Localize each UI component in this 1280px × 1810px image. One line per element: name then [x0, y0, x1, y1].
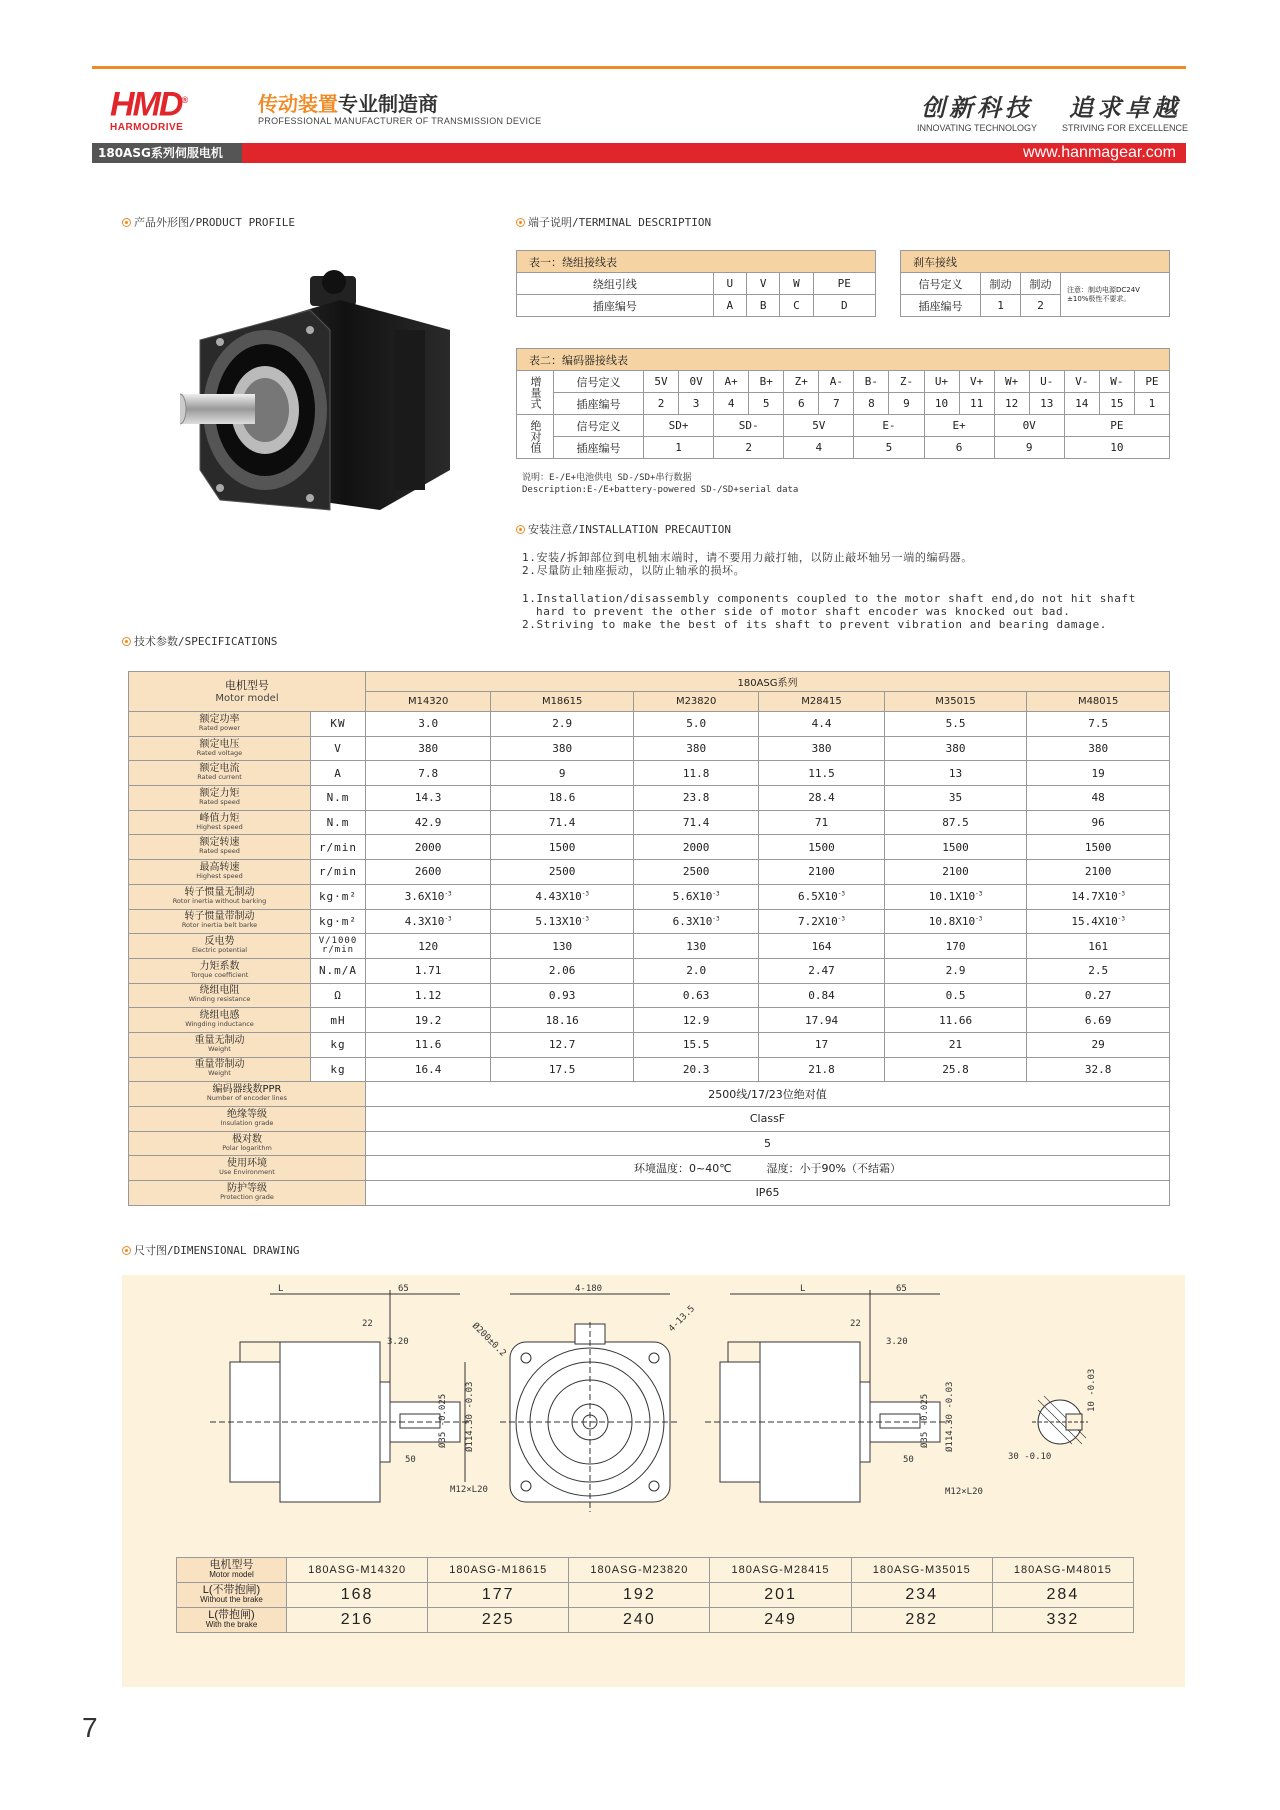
- spec-row: [129, 786, 1170, 811]
- spec-value: $6.5X10^{-3}$: [759, 884, 884, 909]
- spec-unit: V: [311, 736, 366, 761]
- dim-label: 30 -0.10: [1008, 1452, 1052, 1462]
- shaft-key-section: [1008, 1369, 1097, 1462]
- spec-model-header: 电机型号 Motor model: [129, 672, 366, 712]
- spec-row-label: 最高转速 Highest speed: [129, 860, 311, 885]
- spec-row-label: 重量无制动 Weight: [129, 1032, 311, 1057]
- spec-value: 15.5: [633, 1032, 758, 1057]
- dim-value: 234: [851, 1583, 992, 1608]
- spec-value: 12.7: [491, 1032, 634, 1057]
- dim-label: Ø114.30 -0.03: [945, 1381, 955, 1452]
- spec-span-value: 5: [366, 1131, 1170, 1156]
- tagline-en: PROFESSIONAL MANUFACTURER OF TRANSMISSION DEVICE: [258, 116, 542, 126]
- spec-unit: A: [311, 761, 366, 786]
- spec-value: 96: [1027, 810, 1170, 835]
- dim-label: M12×L20: [450, 1485, 488, 1495]
- spec-row: [129, 958, 1170, 983]
- table-cell: SD+: [644, 415, 714, 437]
- table-cell: 信号定义: [901, 273, 981, 295]
- spec-value: 1.12: [366, 983, 491, 1008]
- spec-value: $3.6X10^{-3}$: [366, 884, 491, 909]
- spec-value: 380: [759, 736, 884, 761]
- spec-unit: KW: [311, 712, 366, 737]
- dim-label: 4-180: [575, 1284, 603, 1294]
- spec-value: 380: [884, 736, 1027, 761]
- spec-row: [129, 1032, 1170, 1057]
- spec-row: [129, 860, 1170, 885]
- table-cell: Z-: [889, 371, 924, 393]
- spec-value: 4.4: [759, 712, 884, 737]
- dim-label: L: [800, 1284, 806, 1294]
- spec-row: [129, 761, 1170, 786]
- spec-unit: kg: [311, 1057, 366, 1082]
- spec-value: $5.13X10^{-3}$: [491, 909, 634, 934]
- spec-row-label: 绕组电阻 Winding resistance: [129, 983, 311, 1008]
- spec-unit: kg·m²: [311, 884, 366, 909]
- spec-value: 14.3: [366, 786, 491, 811]
- spec-span-row: [129, 1107, 1170, 1132]
- spec-row-label: 绝缘等级 Insulation grade: [129, 1107, 366, 1132]
- spec-value: $6.3X10^{-3}$: [633, 909, 758, 934]
- table-cell: 插座编号: [517, 295, 714, 317]
- table-cell: PE: [813, 273, 875, 295]
- spec-value: 380: [633, 736, 758, 761]
- dim-model: 180ASG-M48015: [992, 1558, 1133, 1583]
- dim-value: 177: [428, 1583, 569, 1608]
- spec-value: 18.6: [491, 786, 634, 811]
- spec-row-label: 转子惯量无制动 Rotor inertia without barking: [129, 884, 311, 909]
- spec-unit: r/min: [311, 835, 366, 860]
- spec-value: 20.3: [633, 1057, 758, 1082]
- table-cell: B-: [854, 371, 889, 393]
- spec-row: [129, 934, 1170, 959]
- spec-value: 2.9: [884, 958, 1027, 983]
- precaution-cn: 1.安装/拆卸部位到电机轴末端时，请不要用力敲打轴，以防止敲坏轴另一端的编码器。 2.尽量防止轴座振动，以防止轴承的损坏。: [522, 551, 973, 577]
- side-view-without-brake: [705, 1284, 983, 1502]
- dim-value: 216: [287, 1608, 428, 1633]
- table-cell: U-: [1029, 371, 1064, 393]
- spec-row-label: 绕组电感 Wingding inductance: [129, 1008, 311, 1033]
- spec-value: 0.84: [759, 983, 884, 1008]
- dim-model: 180ASG-M35015: [851, 1558, 992, 1583]
- spec-value: 130: [491, 934, 634, 959]
- table-cell: PE: [1064, 415, 1169, 437]
- dim-value: 284: [992, 1583, 1133, 1608]
- table-cell: 4: [714, 393, 749, 415]
- spec-span-row: [129, 1082, 1170, 1107]
- spec-unit: mH: [311, 1008, 366, 1033]
- spec-row-label: 额定转速 Rated speed: [129, 835, 311, 860]
- spec-unit: kg: [311, 1032, 366, 1057]
- table-cell: A: [713, 295, 746, 317]
- spec-value: 9: [491, 761, 634, 786]
- dim-value: 282: [851, 1608, 992, 1633]
- harmodrive-logo: HMD® HARMODRIVE: [110, 85, 187, 134]
- spec-value: 2.06: [491, 958, 634, 983]
- table-cell: 10: [1064, 437, 1169, 459]
- spec-row-label: 使用环境 Use Environment: [129, 1156, 366, 1181]
- table-cell: V: [746, 273, 779, 295]
- table-cell: U+: [924, 371, 959, 393]
- table-cell: W+: [994, 371, 1029, 393]
- table-cell: 11: [959, 393, 994, 415]
- spec-row-label: 峰值力矩 Highest speed: [129, 810, 311, 835]
- table-cell: A+: [714, 371, 749, 393]
- spec-value: 87.5: [884, 810, 1027, 835]
- dim-row-label: L(不带抱闸) Without the brake: [177, 1583, 287, 1608]
- dim-label: 65: [896, 1284, 907, 1294]
- spec-row-label: 额定电流 Rated current: [129, 761, 311, 786]
- table2-title: 表二：编码器接线表: [517, 349, 1170, 371]
- table-winding-wiring: [516, 250, 876, 317]
- spec-value: 1500: [1027, 835, 1170, 860]
- dim-value: 332: [992, 1608, 1133, 1633]
- table-cell: 13: [1029, 393, 1064, 415]
- spec-value: 2.0: [633, 958, 758, 983]
- spec-value: 17: [759, 1032, 884, 1057]
- table-brake-wiring: [900, 250, 1170, 317]
- table-cell: 14: [1064, 393, 1099, 415]
- spec-value: 2000: [633, 835, 758, 860]
- spec-value: 0.27: [1027, 983, 1170, 1008]
- brake-note: 注意：制动电源DC24V ±10%极性不要求。: [1061, 273, 1170, 317]
- spec-value: 18.16: [491, 1008, 634, 1033]
- table-encoder-wiring: [516, 348, 1170, 459]
- table1-title: 表一：绕组接线表: [517, 251, 876, 273]
- spec-row-label: 编码器线数PPR Number of encoder lines: [129, 1082, 366, 1107]
- spec-value: 1500: [759, 835, 884, 860]
- spec-value: 120: [366, 934, 491, 959]
- spec-value: $15.4X10^{-3}$: [1027, 909, 1170, 934]
- dim-model: 180ASG-M18615: [428, 1558, 569, 1583]
- spec-value: $5.6X10^{-3}$: [633, 884, 758, 909]
- table-cell: 0V: [679, 371, 714, 393]
- table-cell: 2: [1021, 295, 1061, 317]
- spec-value: 161: [1027, 934, 1170, 959]
- section-specifications: 技术参数/SPECIFICATIONS: [122, 633, 277, 649]
- table-cell: 插座编号: [554, 437, 644, 459]
- absolute-label: 绝对值: [517, 415, 554, 459]
- dim-value: 240: [569, 1608, 710, 1633]
- spec-value: 1500: [884, 835, 1027, 860]
- spec-unit: V/1000 r/min: [311, 934, 366, 959]
- spec-value: $7.2X10^{-3}$: [759, 909, 884, 934]
- section-product-profile: 产品外形图/PRODUCT PROFILE: [122, 214, 295, 230]
- table-cell: 3: [679, 393, 714, 415]
- spec-span-value: 环境温度：0~40℃ 湿度：小于90%（不结霜）: [366, 1156, 1170, 1181]
- spec-row-label: 额定力矩 Rated speed: [129, 786, 311, 811]
- spec-value: 21.8: [759, 1057, 884, 1082]
- dim-label: 4-13.5: [667, 1304, 698, 1335]
- table-cell: 4: [784, 437, 854, 459]
- brake-title: 刹车接线: [901, 251, 1170, 273]
- table-cell: 绕组引线: [517, 273, 714, 295]
- table-cell: 6: [924, 437, 994, 459]
- spec-span-value: ClassF: [366, 1107, 1170, 1132]
- header-bar: [92, 143, 1186, 163]
- spec-value: 5.0: [633, 712, 758, 737]
- table-cell: W: [780, 273, 813, 295]
- spec-value: $14.7X10^{-3}$: [1027, 884, 1170, 909]
- spec-row: [129, 884, 1170, 909]
- spec-value: 25.8: [884, 1057, 1027, 1082]
- spec-value: 6.69: [1027, 1008, 1170, 1033]
- spec-value: 16.4: [366, 1057, 491, 1082]
- table-specifications: [128, 671, 1170, 1206]
- table-cell: U: [713, 273, 746, 295]
- spec-value: 2100: [759, 860, 884, 885]
- table-cell: Z+: [784, 371, 819, 393]
- table-cell: 5V: [784, 415, 854, 437]
- spec-value: $4.43X10^{-3}$: [491, 884, 634, 909]
- spec-value: 17.5: [491, 1057, 634, 1082]
- table-cell: V-: [1064, 371, 1099, 393]
- dim-label: Ø35 -0.025: [920, 1393, 930, 1448]
- table-cell: 0V: [994, 415, 1064, 437]
- spec-row-label: 防护等级 Protection grade: [129, 1181, 366, 1206]
- website-url: www.hanmagear.com: [1023, 144, 1176, 161]
- spec-span-row: [129, 1181, 1170, 1206]
- table-cell: 信号定义: [554, 371, 644, 393]
- spec-value: 380: [366, 736, 491, 761]
- spec-row-label: 额定电压 Rated voltage: [129, 736, 311, 761]
- dim-model: 180ASG-M23820: [569, 1558, 710, 1583]
- spec-value: 71: [759, 810, 884, 835]
- slogan-striving: 追求卓越 STRIVING FOR EXCELLENCE: [1061, 93, 1189, 133]
- table-cell: 插座编号: [554, 393, 644, 415]
- spec-row: [129, 909, 1170, 934]
- spec-value: 7.5: [1027, 712, 1170, 737]
- spec-value: 2000: [366, 835, 491, 860]
- front-view: [470, 1284, 697, 1512]
- dim-label: Ø200±0.2: [469, 1321, 508, 1359]
- spec-model-col: M14320: [366, 692, 491, 712]
- table-dimensions: [176, 1557, 1134, 1633]
- dim-label: Ø35 -0.025: [438, 1393, 448, 1448]
- dim-value: 201: [710, 1583, 851, 1608]
- table-cell: 1: [644, 437, 714, 459]
- dim-label: L: [278, 1284, 284, 1294]
- spec-value: 11.8: [633, 761, 758, 786]
- dim-label: M12×L20: [945, 1487, 983, 1497]
- spec-row-label: 额定功率 Rated power: [129, 712, 311, 737]
- spec-value: 2.5: [1027, 958, 1170, 983]
- spec-row-label: 反电势 Electric potential: [129, 934, 311, 959]
- spec-unit: N.m/A: [311, 958, 366, 983]
- spec-value: 2100: [1027, 860, 1170, 885]
- spec-value: 1500: [491, 835, 634, 860]
- spec-unit: N.m: [311, 786, 366, 811]
- spec-row-label: 极对数 Polar logarithm: [129, 1131, 366, 1156]
- spec-value: 130: [633, 934, 758, 959]
- dim-value: 249: [710, 1608, 851, 1633]
- dim-model-header: 电机型号 Motor model: [177, 1558, 287, 1583]
- dim-label: 65: [398, 1284, 409, 1294]
- spec-value: 380: [491, 736, 634, 761]
- header-rule: [92, 66, 1186, 69]
- table-cell: 5: [749, 393, 784, 415]
- spec-unit: kg·m²: [311, 909, 366, 934]
- section-installation-precaution: 安装注意/INSTALLATION PRECAUTION: [516, 521, 731, 537]
- spec-value: $10.8X10^{-3}$: [884, 909, 1027, 934]
- spec-value: 23.8: [633, 786, 758, 811]
- table-cell: 制动: [981, 273, 1021, 295]
- table-cell: 2: [644, 393, 679, 415]
- spec-series-header: 180ASG系列: [366, 672, 1170, 692]
- spec-value: 7.8: [366, 761, 491, 786]
- precaution-en: 1.Installation/disassembly components coupled to the motor shaft end,do not hit shaft hard to prevent the other side of motor shaft encoder was knocked out bad. 2.Striving to make the best of its shaft to prevent vibration and bearing damage.: [522, 592, 1136, 631]
- table-cell: 7: [819, 393, 854, 415]
- dim-label: 22: [362, 1319, 373, 1329]
- spec-value: 170: [884, 934, 1027, 959]
- spec-row: [129, 1008, 1170, 1033]
- spec-value: $4.3X10^{-3}$: [366, 909, 491, 934]
- spec-model-col: M48015: [1027, 692, 1170, 712]
- spec-span-value: 2500线/17/23位绝对值: [366, 1082, 1170, 1107]
- spec-span-row: [129, 1156, 1170, 1181]
- table-cell: 插座编号: [901, 295, 981, 317]
- spec-value: 21: [884, 1032, 1027, 1057]
- spec-value: 11.6: [366, 1032, 491, 1057]
- table-cell: 2: [714, 437, 784, 459]
- series-label: 180ASG系列伺服电机: [92, 143, 242, 163]
- spec-row: [129, 983, 1170, 1008]
- section-terminal-description: 端子说明/TERMINAL DESCRIPTION: [516, 214, 711, 230]
- spec-value: 13: [884, 761, 1027, 786]
- spec-value: 19.2: [366, 1008, 491, 1033]
- spec-value: 0.63: [633, 983, 758, 1008]
- dim-label: 50: [903, 1455, 914, 1465]
- section-dimensional-drawing: 尺寸图/DIMENSIONAL DRAWING: [122, 1242, 299, 1258]
- spec-value: 71.4: [491, 810, 634, 835]
- spec-value: 28.4: [759, 786, 884, 811]
- spec-value: 32.8: [1027, 1057, 1170, 1082]
- spec-row: [129, 1057, 1170, 1082]
- table-cell: 1: [1134, 393, 1169, 415]
- dim-model: 180ASG-M14320: [287, 1558, 428, 1583]
- table-cell: C: [780, 295, 813, 317]
- spec-value: 1.71: [366, 958, 491, 983]
- spec-value: 35: [884, 786, 1027, 811]
- table-cell: 5: [854, 437, 924, 459]
- table-cell: 9: [994, 437, 1064, 459]
- incremental-label: 增量式: [517, 371, 554, 415]
- spec-value: $10.1X10^{-3}$: [884, 884, 1027, 909]
- dim-label: 3.20: [387, 1337, 409, 1347]
- spec-row-label: 转子惯量带制动 Rotor inertia belt barke: [129, 909, 311, 934]
- table-cell: 15: [1099, 393, 1134, 415]
- table-cell: D: [813, 295, 875, 317]
- spec-value: 42.9: [366, 810, 491, 835]
- table-cell: 1: [981, 295, 1021, 317]
- dim-model: 180ASG-M28415: [710, 1558, 851, 1583]
- table-cell: 10: [924, 393, 959, 415]
- spec-unit: Ω: [311, 983, 366, 1008]
- side-view-with-brake: [210, 1284, 488, 1502]
- dim-value: 168: [287, 1583, 428, 1608]
- dim-value: 225: [428, 1608, 569, 1633]
- spec-row: [129, 810, 1170, 835]
- spec-row: [129, 712, 1170, 737]
- spec-value: 48: [1027, 786, 1170, 811]
- motor-photo: [180, 270, 470, 540]
- dim-label: 50: [405, 1455, 416, 1465]
- spec-value: 2500: [633, 860, 758, 885]
- table-cell: E+: [924, 415, 994, 437]
- dimensional-drawings: [200, 1282, 1200, 1512]
- spec-value: 12.9: [633, 1008, 758, 1033]
- spec-span-row: [129, 1131, 1170, 1156]
- dim-label: Ø114.30 -0.03: [465, 1381, 475, 1452]
- spec-row: [129, 736, 1170, 761]
- table-cell: 6: [784, 393, 819, 415]
- spec-value: 11.5: [759, 761, 884, 786]
- table-cell: V+: [959, 371, 994, 393]
- spec-model-col: M28415: [759, 692, 884, 712]
- spec-unit: N.m: [311, 810, 366, 835]
- spec-value: 19: [1027, 761, 1170, 786]
- table-cell: SD-: [714, 415, 784, 437]
- spec-row-label: 力矩系数 Torque coefficient: [129, 958, 311, 983]
- tagline-cn: 传动装置专业制造商: [258, 92, 438, 116]
- page-number: 7: [82, 1712, 98, 1743]
- spec-value: 0.5: [884, 983, 1027, 1008]
- dim-label: 3.20: [886, 1337, 908, 1347]
- spec-value: 71.4: [633, 810, 758, 835]
- spec-value: 2600: [366, 860, 491, 885]
- spec-value: 11.66: [884, 1008, 1027, 1033]
- spec-value: 2.9: [491, 712, 634, 737]
- table-cell: 信号定义: [554, 415, 644, 437]
- table-cell: 5V: [644, 371, 679, 393]
- spec-row-label: 重量带制动 Weight: [129, 1057, 311, 1082]
- spec-unit: r/min: [311, 860, 366, 885]
- spec-value: 2500: [491, 860, 634, 885]
- spec-value: 0.93: [491, 983, 634, 1008]
- dim-label: 10 -0.03: [1087, 1368, 1097, 1412]
- table-cell: W-: [1099, 371, 1134, 393]
- slogan-innovating: 创新科技 INNOVATING TECHNOLOGY: [916, 93, 1037, 133]
- spec-value: 5.5: [884, 712, 1027, 737]
- spec-span-value: IP65: [366, 1181, 1170, 1206]
- table-cell: 9: [889, 393, 924, 415]
- table-cell: PE: [1134, 371, 1169, 393]
- spec-value: 29: [1027, 1032, 1170, 1057]
- spec-value: 2.47: [759, 958, 884, 983]
- dim-label: 22: [850, 1319, 861, 1329]
- spec-row: [129, 835, 1170, 860]
- dim-row-label: L(带抱闸) With the brake: [177, 1608, 287, 1633]
- spec-model-col: M23820: [633, 692, 758, 712]
- spec-model-col: M18615: [491, 692, 634, 712]
- table-cell: A-: [819, 371, 854, 393]
- spec-value: 380: [1027, 736, 1170, 761]
- table-cell: 制动: [1021, 273, 1061, 295]
- spec-value: 17.94: [759, 1008, 884, 1033]
- table-cell: B: [746, 295, 779, 317]
- encoder-note: 说明：E-/E+电池供电 SD-/SD+串行数据 Description:E-/E+battery-powered SD-/SD+serial data: [522, 473, 799, 495]
- spec-model-col: M35015: [884, 692, 1027, 712]
- table-cell: 8: [854, 393, 889, 415]
- spec-value: 2100: [884, 860, 1027, 885]
- dim-value: 192: [569, 1583, 710, 1608]
- spec-value: 3.0: [366, 712, 491, 737]
- table-cell: E-: [854, 415, 924, 437]
- spec-value: 164: [759, 934, 884, 959]
- table-cell: 12: [994, 393, 1029, 415]
- table-cell: B+: [749, 371, 784, 393]
